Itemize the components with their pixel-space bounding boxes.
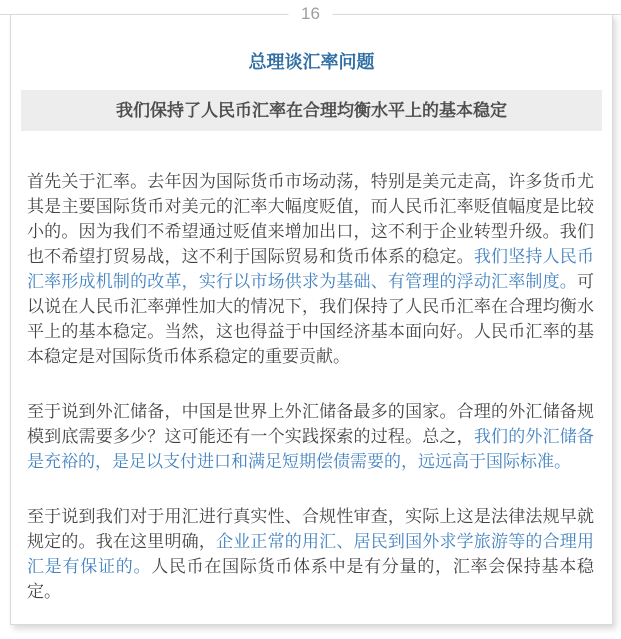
paragraph xyxy=(27,399,594,474)
subtitle-text: 我们保持了人民币汇率在合理均衡水平上的基本稳定 xyxy=(116,101,507,120)
paragraph-text: 至于说到我们对于用汇进行真实性、合规性审查，实际上这是法律法规早就规定的。我在这里明确， xyxy=(27,507,594,551)
emphasized-text: 企业正常的用汇、居民到国外求学旅游等的合理用汇是有保证的。 xyxy=(27,532,594,576)
emphasized-text: 我们的外汇储备是充裕的，是足以支付进口和满足短期偿债需要的，远远高于国际标准。 xyxy=(27,427,594,471)
subtitle-banner xyxy=(21,90,602,131)
article-body xyxy=(27,169,594,604)
article-title: 总理谈汇率问题 xyxy=(248,52,375,72)
article-card xyxy=(10,14,613,625)
paragraph-text: 人民币在国际货币体系中是有分量的，汇率会保持基本稳定。 xyxy=(27,557,595,601)
paragraph xyxy=(27,169,594,369)
paragraph xyxy=(27,504,594,604)
paragraph-text: 首先关于汇率。去年因为国际货币市场动荡，特别是美元走高，许多货币尤其是主要国际货币对美元的汇率大幅度贬值，而人民币汇率贬值幅度是比较小的。因为我们不希望通过贬值来增加出口，这不利于企业转型升级。我们也不希望打贸易战，这不利于国际贸易和货币体系的稳定。 xyxy=(27,172,594,266)
page-number: 16 xyxy=(288,3,333,24)
emphasized-text: 我们坚持人民币汇率形成机制的改革，实行以市场供求为基础、有管理的浮动汇率制度。 xyxy=(27,247,594,291)
paragraph-text: 至于说到外汇储备，中国是世界上外汇储备最多的国家。合理的外汇储备规模到底需要多少？这可能还有一个实践探索的过程。总之， xyxy=(27,402,594,446)
paragraph-text: 可以说在人民币汇率弹性加大的情况下，我们保持了人民币汇率在合理均衡水平上的基本稳定。当然，这也得益于中国经济基本面向好。人民币汇率的基本稳定是对国际货币体系稳定的重要贡献。 xyxy=(27,272,594,366)
